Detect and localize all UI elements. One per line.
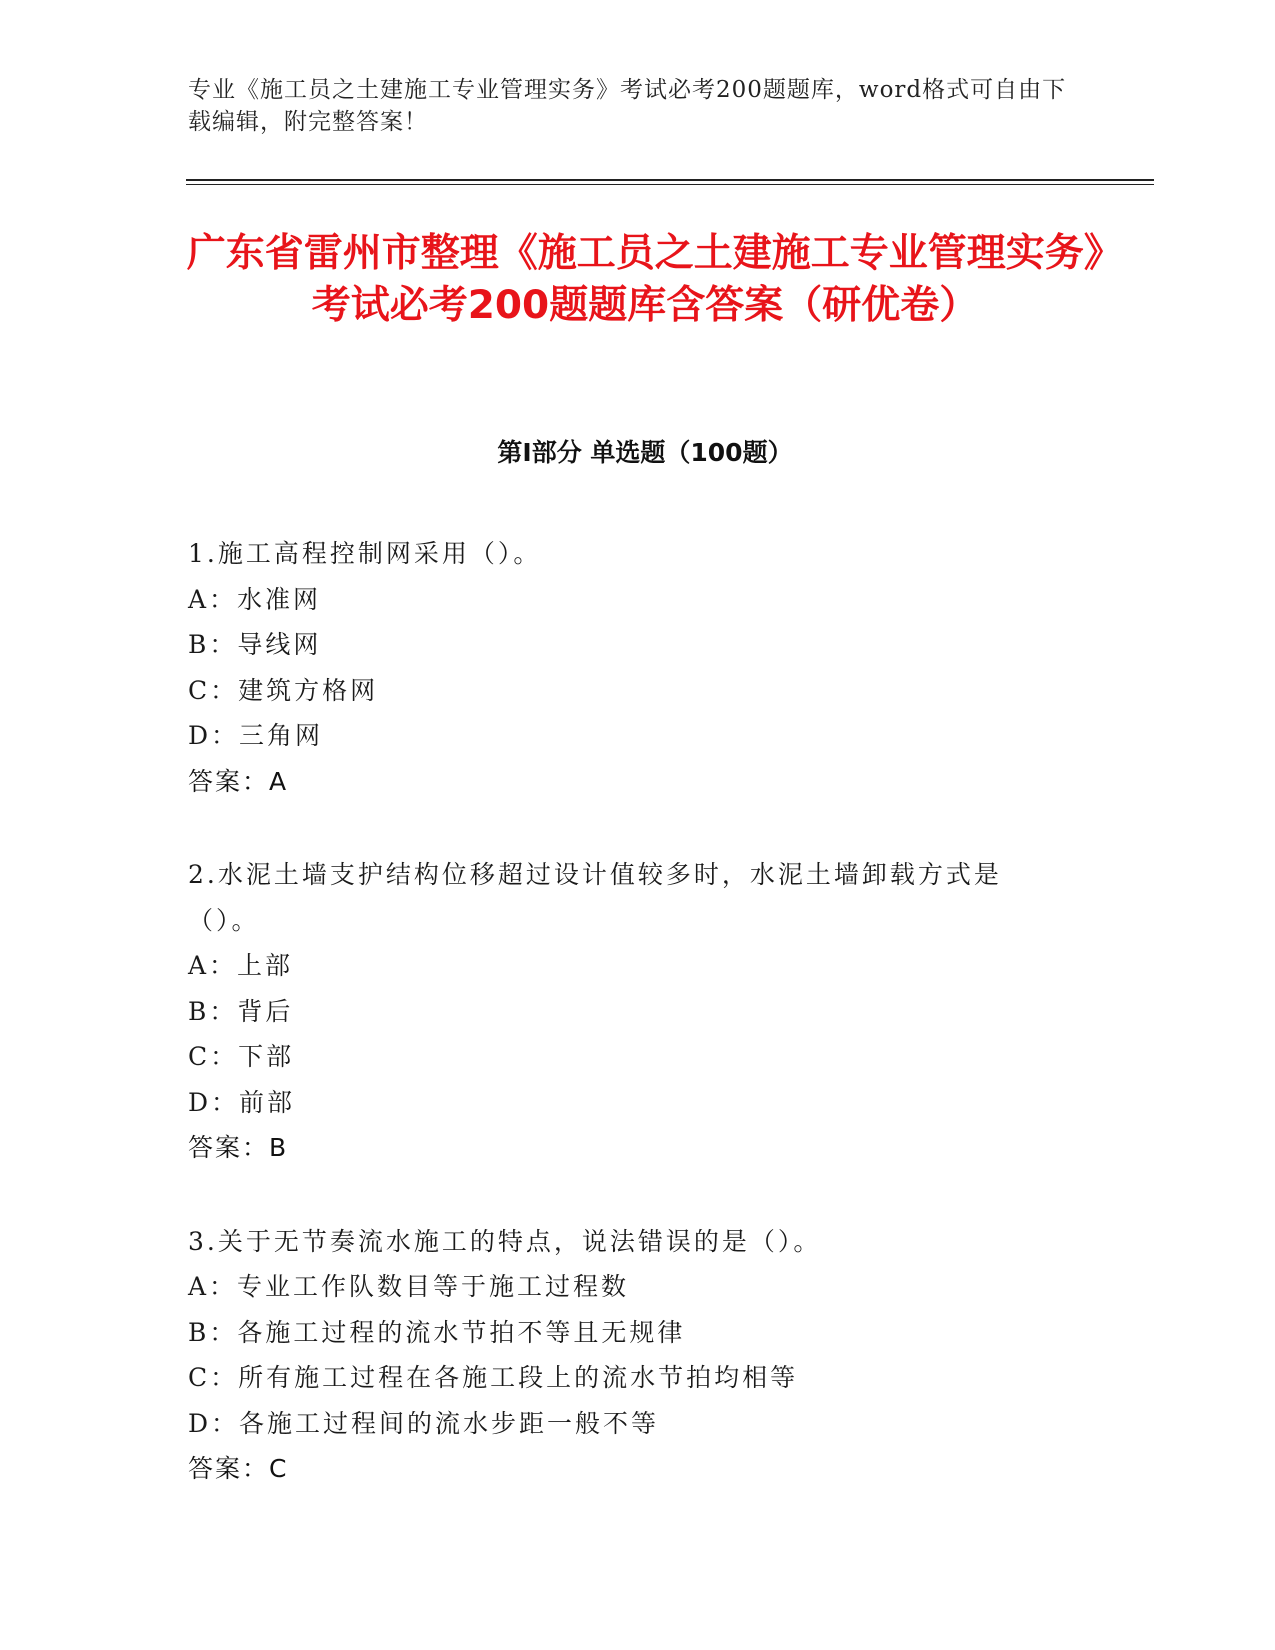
answer-label: 答案： — [188, 766, 270, 796]
question-list — [188, 531, 1068, 1540]
option-a: A：上部 — [188, 951, 294, 980]
document-title: 广东省雷州市整理《施工员之土建施工专业管理实务》考试必考200题题库含答案（研优卷） — [186, 231, 1104, 328]
option-c: C：所有施工过程在各施工段上的流水节拍均相等 — [188, 1363, 799, 1392]
answer-value: A — [269, 766, 287, 796]
answer-line — [188, 1125, 1068, 1171]
answer-line — [188, 759, 1068, 805]
option-a: A：专业工作队数目等于施工过程数 — [188, 1272, 630, 1301]
answer-value: B — [269, 1133, 287, 1162]
question-3 — [188, 1219, 1068, 1492]
option-c: C：建筑方格网 — [188, 675, 379, 705]
option-a: A：水准网 — [188, 584, 322, 614]
question-stem: 1.施工高程控制网采用（）。 — [188, 539, 542, 568]
option-d: D：前部 — [188, 1087, 296, 1117]
answer-value: C — [269, 1454, 287, 1483]
header-divider-thick — [186, 179, 1154, 181]
question-2 — [188, 852, 1068, 1171]
question-1 — [188, 531, 1068, 804]
answer-label: 答案： — [188, 1133, 270, 1162]
option-d: D：三角网 — [188, 721, 324, 750]
option-d: D：各施工过程间的流水步距一般不等 — [188, 1408, 660, 1438]
option-b: B：导线网 — [188, 630, 322, 659]
section-title: 第Ⅰ部分 单选题（100题） — [497, 438, 793, 467]
answer-label: 答案： — [188, 1454, 270, 1483]
option-c: C：下部 — [188, 1042, 295, 1071]
question-stem: 3.关于无节奏流水施工的特点，说法错误的是（）。 — [188, 1226, 822, 1256]
option-b: B：各施工过程的流水节拍不等且无规律 — [188, 1317, 686, 1347]
header-note: 专业《施工员之土建施工专业管理实务》考试必考200题题库，word格式可自由下载编辑，附完整答案！ — [188, 77, 1067, 135]
answer-line — [188, 1446, 1068, 1492]
header-divider-thin — [186, 184, 1154, 185]
question-stem: 2.水泥土墙支护结构位移超过设计值较多时，水泥土墙卸载方式是（）。 — [188, 860, 1002, 935]
option-b: B：背后 — [188, 996, 294, 1026]
